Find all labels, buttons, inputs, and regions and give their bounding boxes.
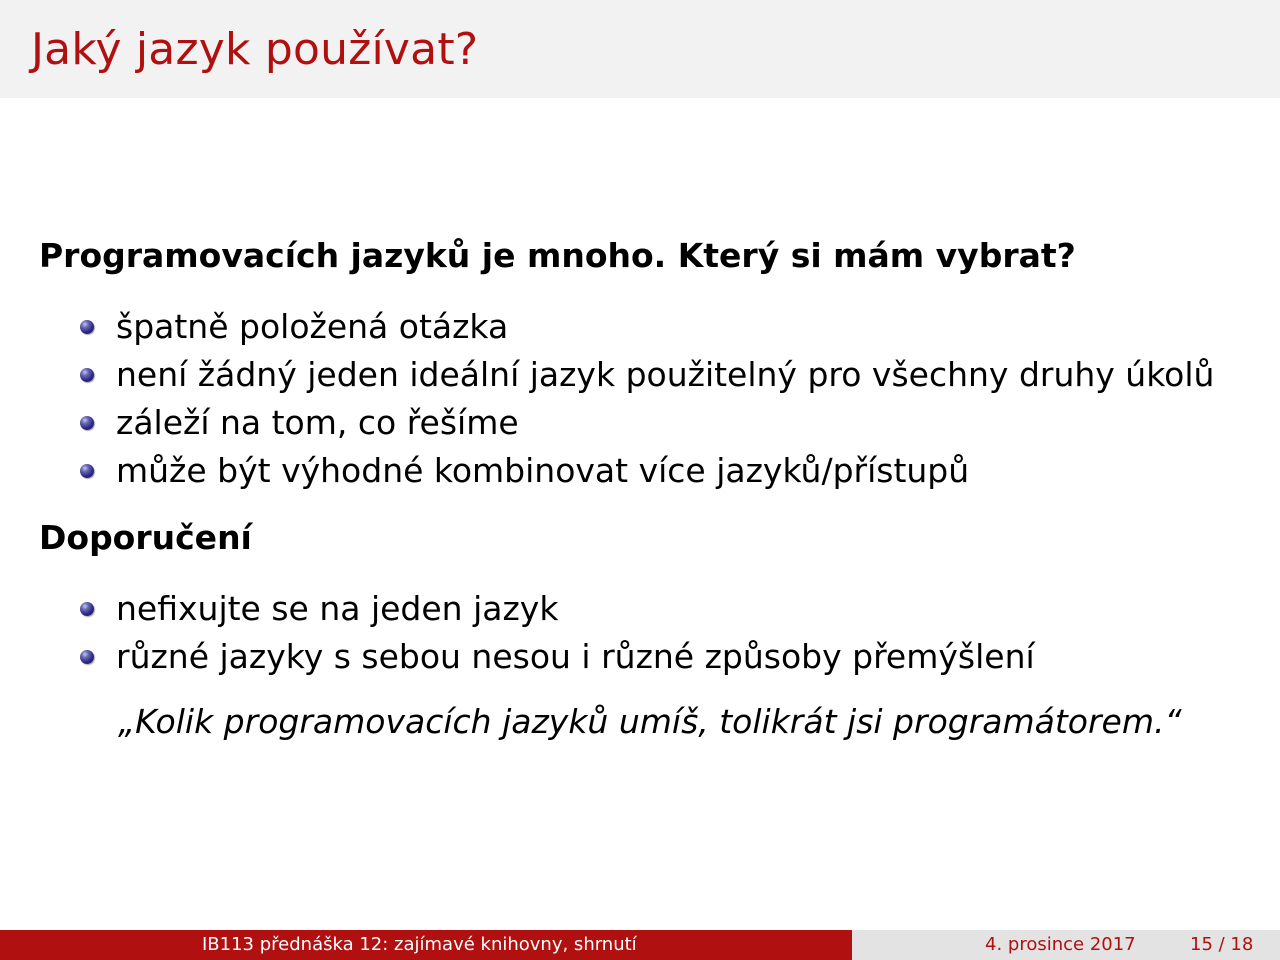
list-item-text: může být výhodné kombinovat více jazyků/přístupů [116,451,970,490]
list-item-text: není žádný jeden ideální jazyk použitelný pro všechny druhy úkolů [116,355,1215,394]
list-item-text: záleží na tom, co řešíme [116,403,519,442]
programmer-quote: „Kolik programovacích jazyků umíš, tolikrát jsi programátorem.“ [118,702,1182,741]
bullet-icon [80,320,94,334]
bullet-icon [80,368,94,382]
page-number: 15 / 18 [1190,934,1254,955]
bullet-icon [80,602,94,616]
slide-footer [0,930,1280,960]
bullet-icon [80,464,94,478]
bullet-icon [80,650,94,664]
slide-header [0,0,1280,98]
slide-title: Jaký jazyk používat? [31,24,479,75]
section-heading-recommendations: Doporučení [39,518,252,557]
footer-lecture-title: IB113 přednáška 12: zajímavé knihovny, shrnutí [202,934,637,955]
footer-date: 4. prosince 2017 [985,934,1136,955]
footer-info-panel [852,930,1280,960]
list-item-text: různé jazyky s sebou nesou i různé způsoby přemýšlení [116,637,1035,676]
footer-lecture-panel [0,930,852,960]
list-item-text: špatně položená otázka [116,307,509,346]
bullet-icon [80,416,94,430]
list-item-text: nefixujte se na jeden jazyk [116,589,559,628]
section-heading-languages: Programovacích jazyků je mnoho. Který si mám vybrat? [39,236,1076,275]
